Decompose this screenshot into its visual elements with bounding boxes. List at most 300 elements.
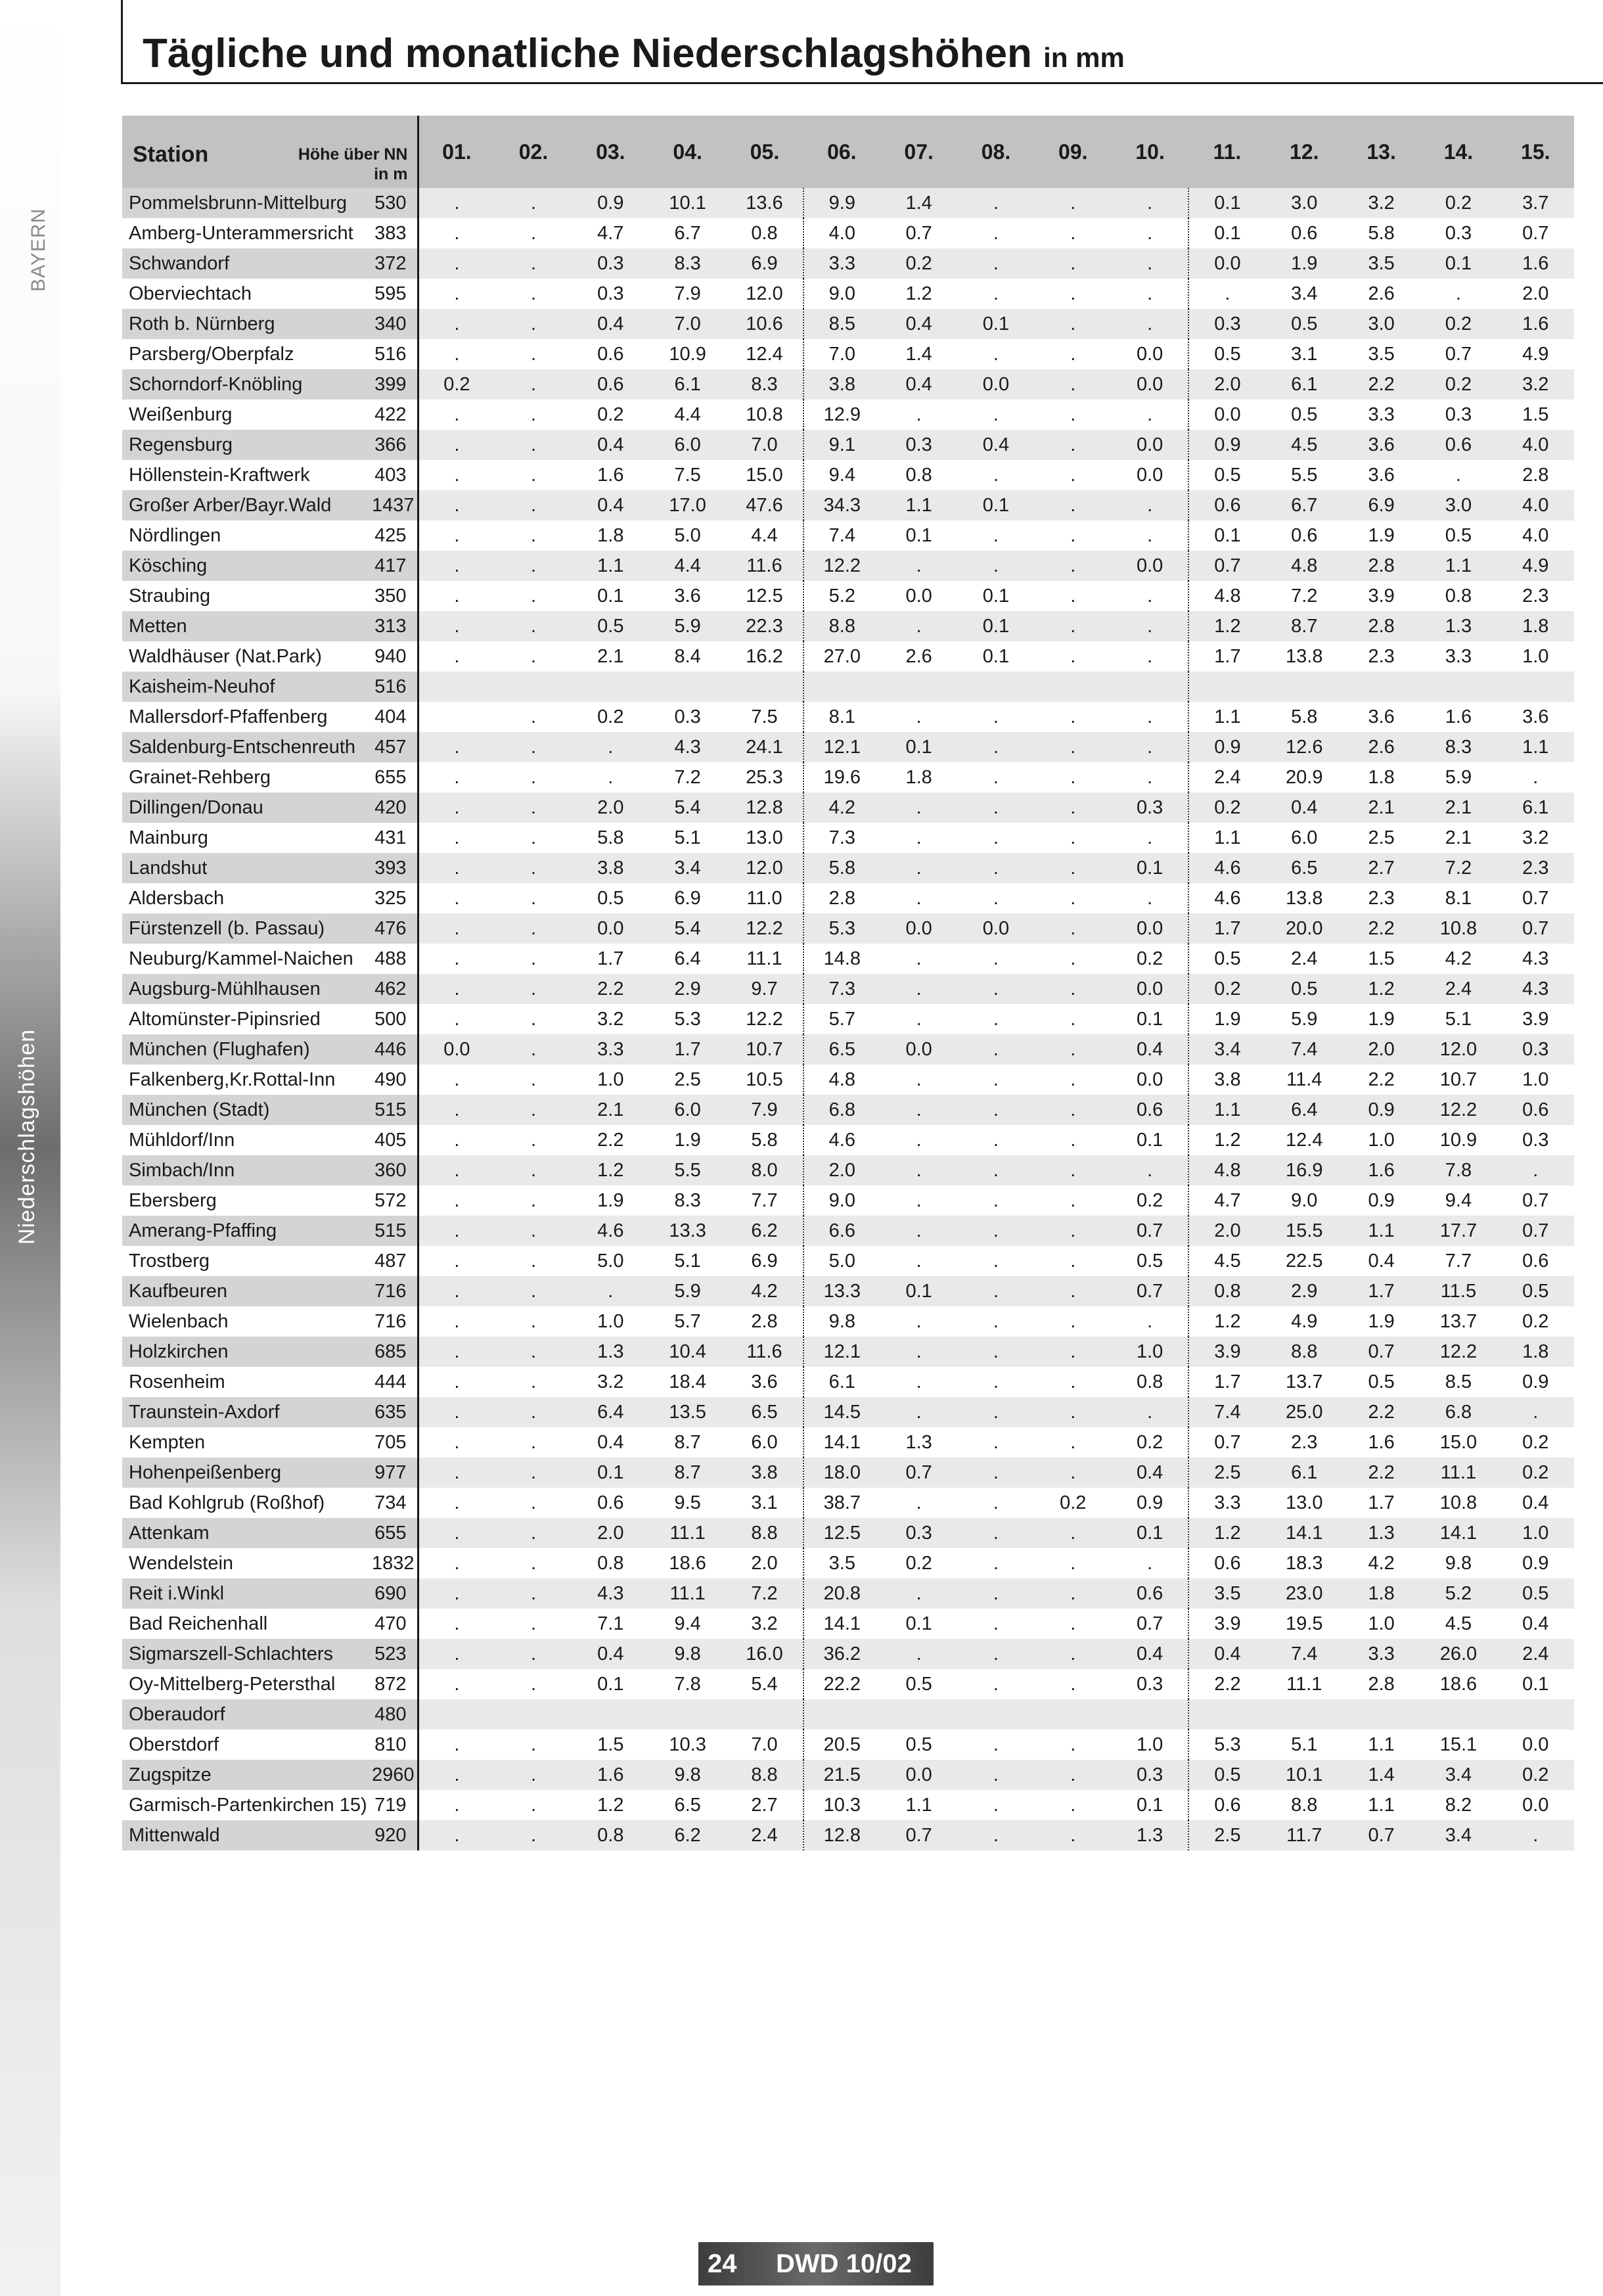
precip-value: . bbox=[454, 1794, 460, 1816]
precip-value: 0.1 bbox=[1214, 524, 1241, 546]
precip-value: . bbox=[418, 1276, 495, 1306]
precip-value: 6.4 bbox=[572, 1397, 649, 1427]
precip-value: . bbox=[1035, 1034, 1112, 1065]
precip-value: 6.0 bbox=[649, 430, 726, 460]
precip-value: 3.9 bbox=[1214, 1613, 1241, 1634]
precip-value: 3.3 bbox=[572, 1034, 649, 1065]
precip-value: . bbox=[1112, 520, 1188, 551]
precip-value: 0.0 bbox=[1112, 460, 1188, 490]
precip-value: 4.0 bbox=[1497, 430, 1574, 460]
precip-value: 9.1 bbox=[803, 430, 880, 460]
precip-value: . bbox=[1533, 766, 1539, 788]
table-row bbox=[122, 430, 1574, 460]
precip-value: . bbox=[1112, 309, 1188, 339]
precip-value: 2.4 bbox=[1214, 766, 1241, 788]
station-name: Metten bbox=[122, 611, 372, 641]
precip-value: 0.1 bbox=[1522, 1673, 1549, 1695]
precip-value: . bbox=[1035, 551, 1112, 581]
precip-value: . bbox=[1070, 464, 1076, 486]
precip-value: . bbox=[1035, 611, 1112, 641]
precip-value: 22.2 bbox=[823, 1673, 861, 1695]
precip-value: 9.8 bbox=[1445, 1552, 1472, 1574]
precip-value: 5.9 bbox=[649, 611, 726, 641]
precip-value: 25.0 bbox=[1266, 1397, 1343, 1427]
precip-value: 12.0 bbox=[726, 279, 803, 309]
table-row bbox=[122, 581, 1574, 611]
precip-value: 6.4 bbox=[1266, 1095, 1343, 1125]
precip-value: 7.0 bbox=[726, 430, 803, 460]
precip-value: . bbox=[957, 1820, 1034, 1850]
precip-value bbox=[1343, 672, 1420, 702]
precip-value: . bbox=[1112, 1306, 1188, 1337]
precip-value: . bbox=[1070, 827, 1076, 848]
precip-value: . bbox=[454, 1733, 460, 1755]
precip-value: 6.9 bbox=[726, 248, 803, 279]
precip-value: 8.8 bbox=[1266, 1337, 1343, 1367]
precip-value: . bbox=[957, 1518, 1034, 1548]
precip-value: 2.1 bbox=[1343, 792, 1420, 823]
precip-value: 3.0 bbox=[1343, 309, 1420, 339]
precip-value: . bbox=[1112, 581, 1188, 611]
precip-value: . bbox=[993, 222, 999, 244]
precip-value: 2.6 bbox=[1368, 283, 1395, 304]
precip-value: 4.0 bbox=[1522, 524, 1549, 546]
precip-value: 6.9 bbox=[1343, 490, 1420, 520]
precip-value: 15.0 bbox=[726, 460, 803, 490]
precip-value: . bbox=[495, 1639, 572, 1669]
precip-value: . bbox=[495, 188, 572, 218]
precip-value: . bbox=[993, 1733, 999, 1755]
precip-value: 2.8 bbox=[828, 887, 855, 909]
precip-value: 0.0 bbox=[1522, 1733, 1549, 1755]
precip-value: 5.1 bbox=[674, 827, 701, 848]
precip-value: 1.0 bbox=[1522, 645, 1549, 667]
precip-value: 3.8 bbox=[572, 853, 649, 883]
precip-value: 14.5 bbox=[803, 1397, 880, 1427]
precip-value: 5.1 bbox=[1445, 1008, 1472, 1030]
precip-value: 3.2 bbox=[726, 1609, 803, 1639]
station-elevation: 425 bbox=[372, 520, 418, 551]
precip-value: 1.8 bbox=[1497, 1337, 1574, 1367]
precip-value: 9.8 bbox=[828, 1310, 855, 1332]
precip-value: 0.0 bbox=[880, 913, 957, 944]
precip-value: 3.5 bbox=[1368, 343, 1395, 365]
precip-value: . bbox=[993, 1250, 999, 1272]
precip-value: 0.0 bbox=[1112, 1065, 1188, 1095]
station-elevation: 405 bbox=[372, 1125, 418, 1155]
precip-value: 0.2 bbox=[418, 369, 495, 400]
precip-value: 0.7 bbox=[1343, 1337, 1420, 1367]
precip-value: 1.1 bbox=[1214, 706, 1241, 727]
station-elevation: 431 bbox=[372, 823, 418, 853]
precip-value: . bbox=[957, 551, 1034, 581]
station-name: Traunstein-Axdorf bbox=[122, 1397, 372, 1427]
station-elevation: 872 bbox=[372, 1669, 418, 1699]
precip-value: 4.7 bbox=[1214, 1189, 1241, 1211]
precip-value: 10.3 bbox=[669, 1733, 706, 1755]
day-header: 14. bbox=[1420, 116, 1497, 188]
precip-value: 1.2 bbox=[597, 1794, 624, 1816]
precip-value: 47.6 bbox=[726, 490, 803, 520]
precip-value: . bbox=[530, 645, 537, 667]
precip-value: 2.1 bbox=[597, 645, 624, 667]
precip-value: . bbox=[454, 585, 460, 607]
precip-value: 5.8 bbox=[803, 853, 880, 883]
precip-value: 6.1 bbox=[1266, 369, 1343, 400]
day-header: 04. bbox=[649, 116, 726, 188]
precip-value: . bbox=[916, 403, 922, 425]
table-row bbox=[122, 339, 1574, 369]
precip-value: 14.1 bbox=[823, 1431, 861, 1453]
station-name: Bad Kohlgrub (Roßhof) bbox=[129, 1492, 325, 1513]
precip-value: . bbox=[418, 913, 495, 944]
precip-value: 0.2 bbox=[1497, 1760, 1574, 1790]
precip-value: 9.4 bbox=[674, 1613, 701, 1634]
precip-value: 5.3 bbox=[803, 913, 880, 944]
precip-value: 18.4 bbox=[669, 1371, 706, 1392]
precip-value: 20.8 bbox=[803, 1578, 880, 1609]
precip-value: . bbox=[880, 1578, 957, 1609]
precip-value: . bbox=[495, 1034, 572, 1065]
precip-value: 1.7 bbox=[1214, 1371, 1241, 1392]
precip-value: 0.1 bbox=[957, 490, 1034, 520]
precip-value: . bbox=[495, 551, 572, 581]
precip-value: 0.3 bbox=[674, 706, 701, 727]
station-elevation: 523 bbox=[372, 1639, 418, 1669]
precip-value: 13.7 bbox=[1439, 1310, 1478, 1332]
precip-value: 13.5 bbox=[649, 1397, 726, 1427]
station-name: Waldhäuser (Nat.Park) bbox=[129, 645, 322, 667]
precip-value: 1.9 bbox=[1368, 524, 1395, 546]
station-name: Altomünster-Pipinsried bbox=[129, 1008, 321, 1030]
precip-value: 5.4 bbox=[649, 792, 726, 823]
precip-value: 0.7 bbox=[1522, 222, 1549, 244]
precip-value: . bbox=[880, 1216, 957, 1246]
precip-value: 0.7 bbox=[1522, 887, 1549, 909]
precip-value: 2.0 bbox=[572, 1518, 649, 1548]
title-box bbox=[121, 0, 1603, 84]
precip-value: 8.5 bbox=[803, 309, 880, 339]
precip-value: . bbox=[1035, 1216, 1112, 1246]
precip-value: 2.2 bbox=[572, 974, 649, 1004]
precip-value: 19.6 bbox=[823, 766, 861, 788]
precip-value: 0.3 bbox=[1445, 403, 1472, 425]
precip-value: 13.7 bbox=[1286, 1371, 1323, 1392]
table-row bbox=[122, 1185, 1574, 1216]
precip-value bbox=[957, 672, 1034, 702]
precip-value bbox=[1112, 1699, 1188, 1730]
precip-value: 4.2 bbox=[803, 792, 880, 823]
precip-value: . bbox=[1112, 641, 1188, 672]
precip-value: 0.5 bbox=[1266, 309, 1343, 339]
precip-value: 8.3 bbox=[726, 369, 803, 400]
precip-value: 10.3 bbox=[823, 1794, 861, 1816]
precip-value: 0.4 bbox=[880, 309, 957, 339]
precip-value: 0.7 bbox=[1188, 551, 1265, 581]
precip-value: . bbox=[957, 1276, 1034, 1306]
precip-value: 5.8 bbox=[1291, 706, 1318, 727]
precip-value: . bbox=[1035, 309, 1112, 339]
precip-value: . bbox=[454, 1613, 460, 1634]
precip-value: 10.7 bbox=[1439, 1068, 1478, 1090]
precip-value: 0.4 bbox=[572, 309, 649, 339]
precip-value: 0.1 bbox=[597, 585, 624, 607]
precip-value: 5.4 bbox=[726, 1669, 803, 1699]
precip-value: 17.7 bbox=[1420, 1216, 1497, 1246]
precip-value: 7.9 bbox=[726, 1095, 803, 1125]
precip-value: 1.2 bbox=[905, 283, 932, 304]
precip-value: 5.0 bbox=[674, 524, 701, 546]
precip-value: . bbox=[495, 248, 572, 279]
precip-value: . bbox=[1070, 1431, 1076, 1453]
precip-value: 2.2 bbox=[1343, 1397, 1420, 1427]
table-row bbox=[122, 792, 1574, 823]
precip-value: 0.6 bbox=[1112, 1578, 1188, 1609]
precip-value: 2.3 bbox=[1368, 645, 1395, 667]
station-name: Grainet-Rehberg bbox=[129, 766, 271, 788]
precip-value: . bbox=[530, 585, 537, 607]
precip-value: 0.7 bbox=[1112, 1276, 1188, 1306]
precip-value: 10.4 bbox=[649, 1337, 726, 1367]
precip-value: 20.5 bbox=[823, 1733, 861, 1755]
precip-value: . bbox=[1112, 1155, 1188, 1185]
precip-value: 6.5 bbox=[1266, 853, 1343, 883]
precip-value: . bbox=[1070, 1008, 1076, 1030]
precip-value: 13.0 bbox=[726, 823, 803, 853]
station-name: Weißenburg bbox=[129, 403, 233, 425]
station-name: Neuburg/Kammel-Naichen bbox=[129, 948, 353, 969]
precip-value: 2.1 bbox=[572, 1095, 649, 1125]
station-name: Oy-Mittelberg-Petersthal bbox=[129, 1673, 336, 1695]
station-name: Holzkirchen bbox=[122, 1337, 372, 1367]
table-row bbox=[122, 1095, 1574, 1125]
precip-value: 4.5 bbox=[1445, 1613, 1472, 1634]
precip-value: 0.4 bbox=[880, 369, 957, 400]
precip-value: 0.4 bbox=[1112, 1458, 1188, 1488]
precip-value: 0.7 bbox=[905, 222, 932, 244]
precip-value: 6.0 bbox=[1291, 827, 1318, 848]
table-row bbox=[122, 551, 1574, 581]
precip-value: 4.8 bbox=[1188, 1155, 1265, 1185]
table-row bbox=[122, 1699, 1574, 1730]
precip-value: . bbox=[880, 611, 957, 641]
precip-value: 10.9 bbox=[669, 343, 706, 365]
precip-value: 1.1 bbox=[1420, 551, 1497, 581]
precip-value: . bbox=[495, 1216, 572, 1246]
precip-value: 2.8 bbox=[1343, 551, 1420, 581]
precip-value: 1.7 bbox=[1368, 1492, 1395, 1513]
precip-value: . bbox=[993, 948, 999, 969]
precip-value: . bbox=[454, 1492, 460, 1513]
precip-value: . bbox=[916, 948, 922, 969]
precip-value: . bbox=[495, 1760, 572, 1790]
station-name: Trostberg bbox=[129, 1250, 210, 1272]
precip-value: 1.6 bbox=[1497, 309, 1574, 339]
precip-value: . bbox=[495, 309, 572, 339]
table-row bbox=[122, 1548, 1574, 1578]
precip-value: 1.6 bbox=[1445, 706, 1472, 727]
station-name: Straubing bbox=[129, 585, 211, 607]
precip-value: 8.0 bbox=[726, 1155, 803, 1185]
precip-value: 3.5 bbox=[1188, 1578, 1265, 1609]
precip-value: 7.4 bbox=[828, 524, 855, 546]
precip-value: 0.2 bbox=[1522, 1431, 1549, 1453]
table-header-row bbox=[122, 116, 1574, 188]
precip-value: 7.0 bbox=[828, 343, 855, 365]
precip-value: 5.0 bbox=[828, 1250, 855, 1272]
precip-value: . bbox=[993, 524, 999, 546]
precip-value: 0.5 bbox=[1368, 1371, 1395, 1392]
table-row bbox=[122, 974, 1574, 1004]
precip-value: 15.1 bbox=[1439, 1733, 1478, 1755]
precip-value: . bbox=[418, 430, 495, 460]
precip-value: 0.9 bbox=[1188, 430, 1265, 460]
precip-value: 2.1 bbox=[1445, 827, 1472, 848]
station-name: Kempten bbox=[129, 1431, 206, 1453]
station-name: Bad Reichenhall bbox=[129, 1613, 268, 1634]
station-name: Oberstdorf bbox=[129, 1733, 219, 1755]
precip-value: . bbox=[418, 1820, 495, 1850]
precip-value: . bbox=[454, 524, 460, 546]
precip-value: . bbox=[495, 1397, 572, 1427]
table-row bbox=[122, 1518, 1574, 1548]
precip-value: 3.8 bbox=[803, 369, 880, 400]
precip-value bbox=[495, 672, 572, 702]
table-row bbox=[122, 823, 1574, 853]
day-header: 11. bbox=[1188, 116, 1265, 188]
precip-value: 0.0 bbox=[957, 369, 1034, 400]
precip-value: . bbox=[993, 403, 999, 425]
station-elevation: 515 bbox=[372, 1095, 418, 1125]
precip-value: 34.3 bbox=[803, 490, 880, 520]
precip-value: 0.5 bbox=[1188, 1760, 1265, 1790]
precip-value: 2.0 bbox=[572, 792, 649, 823]
precip-value: 4.3 bbox=[1497, 974, 1574, 1004]
precip-value: . bbox=[1225, 283, 1230, 304]
precip-value: 0.2 bbox=[1112, 1185, 1188, 1216]
precip-value: . bbox=[880, 853, 957, 883]
precip-value: 8.8 bbox=[726, 1518, 803, 1548]
precip-value: 36.2 bbox=[803, 1639, 880, 1669]
precip-value: 3.5 bbox=[1343, 248, 1420, 279]
station-name: Rosenheim bbox=[129, 1371, 225, 1392]
precip-value: . bbox=[495, 1337, 572, 1367]
station-elevation: 393 bbox=[372, 853, 418, 883]
station-name: Hohenpeißenberg bbox=[122, 1458, 372, 1488]
precip-value: 12.1 bbox=[803, 1337, 880, 1367]
precip-value: 4.9 bbox=[1291, 1310, 1318, 1332]
precip-value: 2.8 bbox=[1368, 1673, 1395, 1695]
precip-value: . bbox=[454, 403, 460, 425]
station-elevation: 488 bbox=[372, 944, 418, 974]
precip-value: . bbox=[1035, 1518, 1112, 1548]
precip-value: 3.6 bbox=[1522, 706, 1549, 727]
precip-value bbox=[1188, 672, 1265, 702]
precip-value: . bbox=[1112, 762, 1188, 792]
station-name: Falkenberg,Kr.Rottal-Inn bbox=[129, 1068, 336, 1090]
precip-value: . bbox=[993, 1552, 999, 1574]
precip-value: . bbox=[1035, 248, 1112, 279]
precip-value: 3.9 bbox=[1188, 1337, 1265, 1367]
precip-value: 4.9 bbox=[1522, 343, 1549, 365]
precip-value: 11.6 bbox=[726, 1337, 803, 1367]
precip-value: . bbox=[530, 1733, 537, 1755]
precip-value: 2.3 bbox=[1497, 853, 1574, 883]
precip-value: 3.8 bbox=[726, 1458, 803, 1488]
station-name: Reit i.Winkl bbox=[122, 1578, 372, 1609]
station-name: Höllenstein-Kraftwerk bbox=[129, 464, 310, 486]
precip-value bbox=[1420, 672, 1497, 702]
precip-value: 25.3 bbox=[726, 762, 803, 792]
precip-value: 0.4 bbox=[1112, 1639, 1188, 1669]
precip-value: 5.5 bbox=[649, 1155, 726, 1185]
precip-value: 10.1 bbox=[1266, 1760, 1343, 1790]
precip-value: . bbox=[1455, 464, 1461, 486]
precip-value: . bbox=[993, 1008, 999, 1030]
day-header: 13. bbox=[1343, 116, 1420, 188]
precip-value: . bbox=[957, 188, 1034, 218]
precip-value: 0.0 bbox=[572, 913, 649, 944]
table-row bbox=[122, 248, 1574, 279]
precip-value: . bbox=[495, 732, 572, 762]
precip-value: 0.5 bbox=[1214, 948, 1241, 969]
precip-value: . bbox=[418, 1760, 495, 1790]
table-row bbox=[122, 1276, 1574, 1306]
precip-value: 12.9 bbox=[823, 403, 861, 425]
precip-value: 0.8 bbox=[726, 218, 803, 248]
precip-value: 4.6 bbox=[828, 1129, 855, 1151]
precip-value: 0.1 bbox=[905, 524, 932, 546]
precip-value: . bbox=[418, 1216, 495, 1246]
precip-value: 7.2 bbox=[726, 1578, 803, 1609]
precip-value: 0.3 bbox=[880, 1518, 957, 1548]
precip-value: 1.2 bbox=[1343, 974, 1420, 1004]
precip-value: 2.3 bbox=[1522, 585, 1549, 607]
day-header: 01. bbox=[418, 116, 495, 188]
precip-value: 0.7 bbox=[880, 1458, 957, 1488]
precip-value: . bbox=[418, 490, 495, 520]
precip-value: 9.7 bbox=[726, 974, 803, 1004]
precip-value: 1.4 bbox=[880, 188, 957, 218]
precip-value: 1.1 bbox=[1368, 1794, 1395, 1816]
precip-value: 11.0 bbox=[726, 883, 803, 913]
precip-value: . bbox=[1070, 1794, 1076, 1816]
precip-value: 0.8 bbox=[572, 1820, 649, 1850]
precip-value: 0.6 bbox=[1112, 1095, 1188, 1125]
precip-value: 0.0 bbox=[880, 1760, 957, 1790]
precip-value: 2.0 bbox=[1188, 369, 1265, 400]
footer-badge bbox=[698, 2242, 934, 2285]
precip-value: 12.4 bbox=[726, 339, 803, 369]
station-elevation: 810 bbox=[372, 1730, 418, 1760]
precip-value: 6.6 bbox=[803, 1216, 880, 1246]
precip-value: . bbox=[1497, 1820, 1574, 1850]
precip-value: 0.5 bbox=[1497, 1578, 1574, 1609]
precip-value: . bbox=[572, 732, 649, 762]
precip-value: 8.3 bbox=[674, 1189, 701, 1211]
precip-value: 0.0 bbox=[905, 585, 932, 607]
precip-value bbox=[572, 672, 649, 702]
precip-value: 0.1 bbox=[1112, 1790, 1188, 1820]
precip-value: . bbox=[1070, 524, 1076, 546]
precip-value: 0.7 bbox=[1445, 343, 1472, 365]
station-elevation: 444 bbox=[372, 1367, 418, 1397]
precip-value: 1.2 bbox=[1214, 1129, 1241, 1151]
precip-value: 7.1 bbox=[597, 1613, 624, 1634]
precip-value: 12.6 bbox=[1266, 732, 1343, 762]
precip-value: 2.5 bbox=[1188, 1820, 1265, 1850]
precip-value: 0.9 bbox=[1522, 1371, 1549, 1392]
